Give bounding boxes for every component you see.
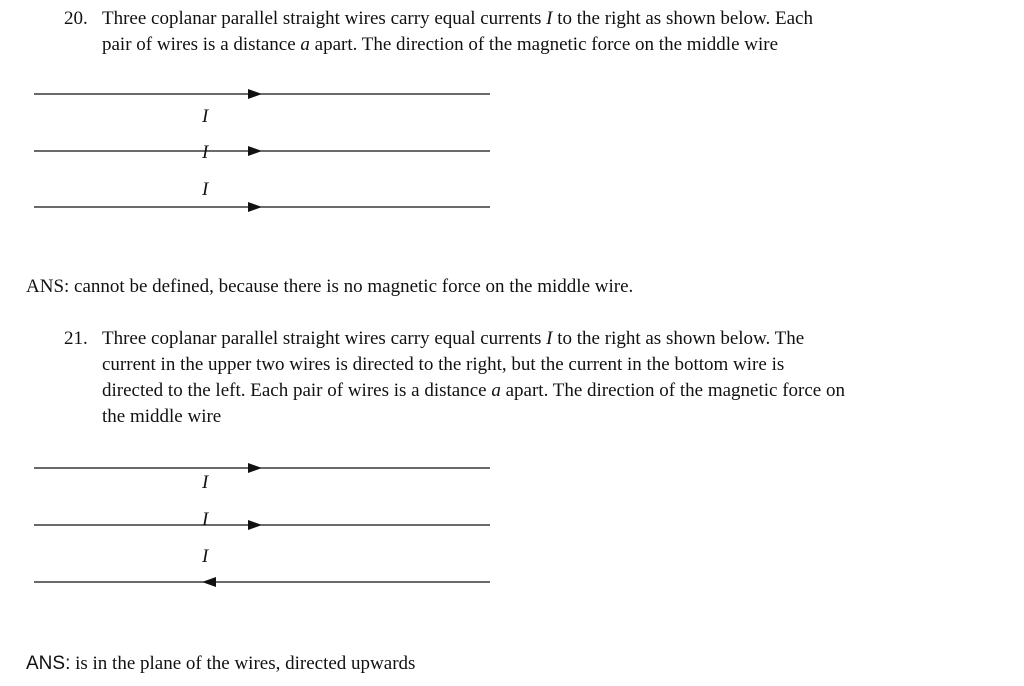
wire-1-current-label: I [202,106,209,127]
question-20-wire-diagram [0,80,520,220]
wire-2-current-label: I [202,509,209,530]
question-20-line-2: pair of wires is a distance a apart. The direction of the magnetic force on the middle wire [102,34,779,55]
wire-1-current-label: I [202,472,209,493]
question-21-line-3: directed to the left. Each pair of wires is a distance a apart. The direction of the magnetic force on [102,380,845,401]
question-21-line-2: current in the upper two wires is directed to the right, but the current in the bottom wire is [102,354,785,375]
question-21-wire-diagram [0,454,520,594]
question-21-number: 21. [64,328,88,349]
wire-1-arrow-right [248,89,262,99]
wire-3-current-label: I [202,179,209,200]
question-20-line-1: Three coplanar parallel straight wires carry equal currents I to the right as shown below. Each [102,8,813,29]
question-20-answer [26,274,633,300]
question-20-text [102,6,813,58]
answer-prefix: ANS: [26,653,71,674]
answer-prefix: ANS: [26,276,70,297]
wire-2-current-label: I [202,142,209,163]
question-21-line-4: the middle wire [102,406,222,427]
question-21-line-1: Three coplanar parallel straight wires carry equal currents I to the right as shown below. The [102,328,805,349]
question-20-number: 20. [64,8,88,29]
wire-3-arrow-right [248,202,262,212]
wire-3-current-label: I [202,546,209,567]
wire-1-arrow-right [248,463,262,473]
answer-text: is in the plane of the wires, directed upwards [70,653,416,674]
question-21-answer [26,651,415,677]
answer-text: cannot be defined, because there is no magnetic force on the middle wire. [69,276,634,297]
wire-2-arrow-right [248,146,262,156]
wire-3-arrow-left [202,577,216,587]
wire-2-arrow-right [248,520,262,530]
question-21-text [102,326,845,430]
